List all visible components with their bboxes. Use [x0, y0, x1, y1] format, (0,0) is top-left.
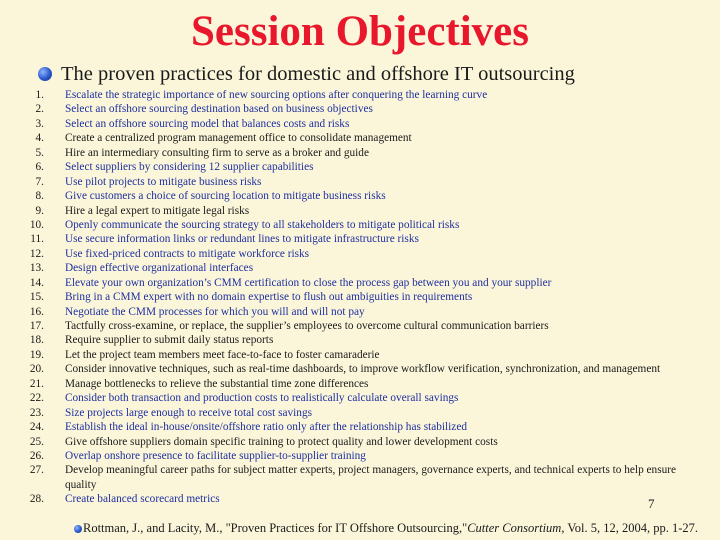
item-number: 19.	[29, 348, 44, 361]
list-item	[0, 305, 720, 319]
citation-authors: Rottman, J., and Lacity, M., "Proven Practices for IT Offshore Outsourcing,"	[83, 521, 468, 535]
list-item	[0, 290, 720, 304]
list-item	[0, 189, 720, 203]
item-number: 7.	[35, 175, 44, 188]
list-item	[0, 449, 720, 463]
item-text: Overlap onshore presence to facilitate supplier-to-supplier training	[65, 449, 366, 462]
item-number: 28.	[29, 493, 44, 506]
item-text: Hire a legal expert to mitigate legal risks	[65, 204, 250, 217]
list-item	[0, 117, 720, 131]
item-number: 14.	[29, 276, 44, 289]
item-number: 9.	[35, 204, 44, 217]
list-item	[0, 406, 720, 420]
list-item	[0, 102, 720, 116]
item-number: 20.	[29, 363, 44, 376]
item-text: Hire an intermediary consulting firm to serve as a broker and guide	[65, 146, 369, 159]
item-text: Elevate your own organization’s CMM certification to close the process gap between you and your supplier	[65, 276, 552, 289]
item-number: 12.	[29, 247, 44, 260]
list-item	[0, 492, 720, 506]
list-item	[0, 319, 720, 333]
list-item	[0, 463, 720, 492]
item-number: 8.	[35, 190, 44, 203]
item-number: 3.	[35, 117, 44, 130]
list-item	[0, 420, 720, 434]
item-number: 10.	[29, 218, 44, 231]
list-item	[0, 276, 720, 290]
item-text: Create a centralized program management office to consolidate management	[65, 132, 412, 145]
item-text: Size projects large enough to receive total cost savings	[65, 406, 312, 419]
item-number: 22.	[29, 392, 44, 405]
list-item	[0, 131, 720, 145]
subtitle-bullet	[38, 60, 575, 88]
item-text: Establish the ideal in-house/onsite/offshore ratio only after the relationship has stabilized	[65, 421, 467, 434]
list-item	[0, 247, 720, 261]
item-number: 18.	[29, 334, 44, 347]
item-text: Develop meaningful career paths for subject matter experts, project managers, governance experts, and technical experts to help ensure quality	[65, 464, 677, 491]
item-number: 2.	[35, 103, 44, 116]
bullet-icon	[38, 67, 52, 81]
item-text: Bring in a CMM expert with no domain expertise to flush out ambiguities in requirements	[65, 291, 473, 304]
item-text: Consider both transaction and production costs to realistically calculate overall savings	[65, 392, 459, 405]
slide-title: Session Objectives	[190, 8, 530, 55]
item-number: 17.	[29, 320, 44, 332]
practices-list	[0, 88, 720, 507]
item-text: Tactfully cross-examine, or replace, the supplier’s employees to overcome cultural communication barriers	[65, 320, 549, 332]
list-item	[0, 391, 720, 405]
slide-subtitle: The proven practices for domestic and offshore IT outsourcing	[61, 62, 575, 85]
bullet-icon	[74, 525, 82, 533]
item-text: Use fixed-priced contracts to mitigate workforce risks	[65, 247, 310, 260]
list-item	[0, 175, 720, 189]
item-text: Require supplier to submit daily status reports	[65, 334, 274, 347]
item-text: Manage bottlenecks to relieve the substantial time zone differences	[65, 377, 369, 390]
item-text: Design effective organizational interfaces	[65, 262, 254, 275]
item-text: Give offshore suppliers domain specific training to protect quality and lower development costs	[65, 435, 498, 448]
item-number: 27.	[29, 464, 44, 477]
item-number: 24.	[29, 421, 44, 434]
list-item	[0, 204, 720, 218]
item-number: 21.	[29, 377, 44, 390]
item-text: Consider innovative techniques, such as real-time dashboards, to improve workflow verification, synchronization, and management	[65, 363, 661, 376]
item-number: 16.	[29, 305, 44, 318]
citation-journal: Cutter Consortium	[467, 521, 562, 535]
item-number: 4.	[35, 132, 44, 145]
list-item	[0, 377, 720, 391]
item-number: 5.	[35, 146, 44, 159]
list-item	[0, 435, 720, 449]
list-item	[0, 232, 720, 246]
page-number: 7	[648, 496, 655, 511]
list-item	[0, 146, 720, 160]
item-text: Use secure information links or redundant lines to mitigate infrastructure risks	[65, 233, 419, 246]
item-number: 26.	[29, 449, 44, 462]
item-number: 23.	[29, 406, 44, 419]
list-item	[0, 88, 720, 102]
item-number: 25.	[29, 435, 44, 448]
item-number: 13.	[29, 262, 44, 275]
item-number: 1.	[35, 89, 44, 101]
item-text: Let the project team members meet face-to-face to foster camaraderie	[65, 348, 380, 361]
item-number: 15.	[29, 291, 44, 304]
item-text: Use pilot projects to mitigate business risks	[65, 175, 262, 188]
citation-details: , Vol. 5, 12, 2004, pp. 1-27.	[561, 521, 699, 535]
item-text: Give customers a choice of sourcing location to mitigate business risks	[65, 190, 386, 203]
list-item	[0, 261, 720, 275]
list-item	[0, 348, 720, 362]
list-item	[0, 333, 720, 347]
item-number: 6.	[35, 161, 44, 174]
item-text: Negotiate the CMM processes for which you will and will not pay	[65, 305, 365, 318]
item-text: Escalate the strategic importance of new sourcing options after conquering the learning curve	[65, 89, 488, 101]
list-item	[0, 218, 720, 232]
citation	[74, 521, 698, 536]
item-text: Select an offshore sourcing model that balances costs and risks	[65, 117, 350, 130]
item-text: Create balanced scorecard metrics	[65, 493, 220, 506]
list-item	[0, 160, 720, 174]
item-text: Select suppliers by considering 12 supplier capabilities	[65, 161, 314, 174]
item-text: Openly communicate the sourcing strategy to all stakeholders to mitigate political risks	[65, 218, 460, 231]
list-item	[0, 362, 720, 376]
item-text: Select an offshore sourcing destination based on business objectives	[65, 103, 373, 116]
item-number: 11.	[30, 233, 44, 246]
